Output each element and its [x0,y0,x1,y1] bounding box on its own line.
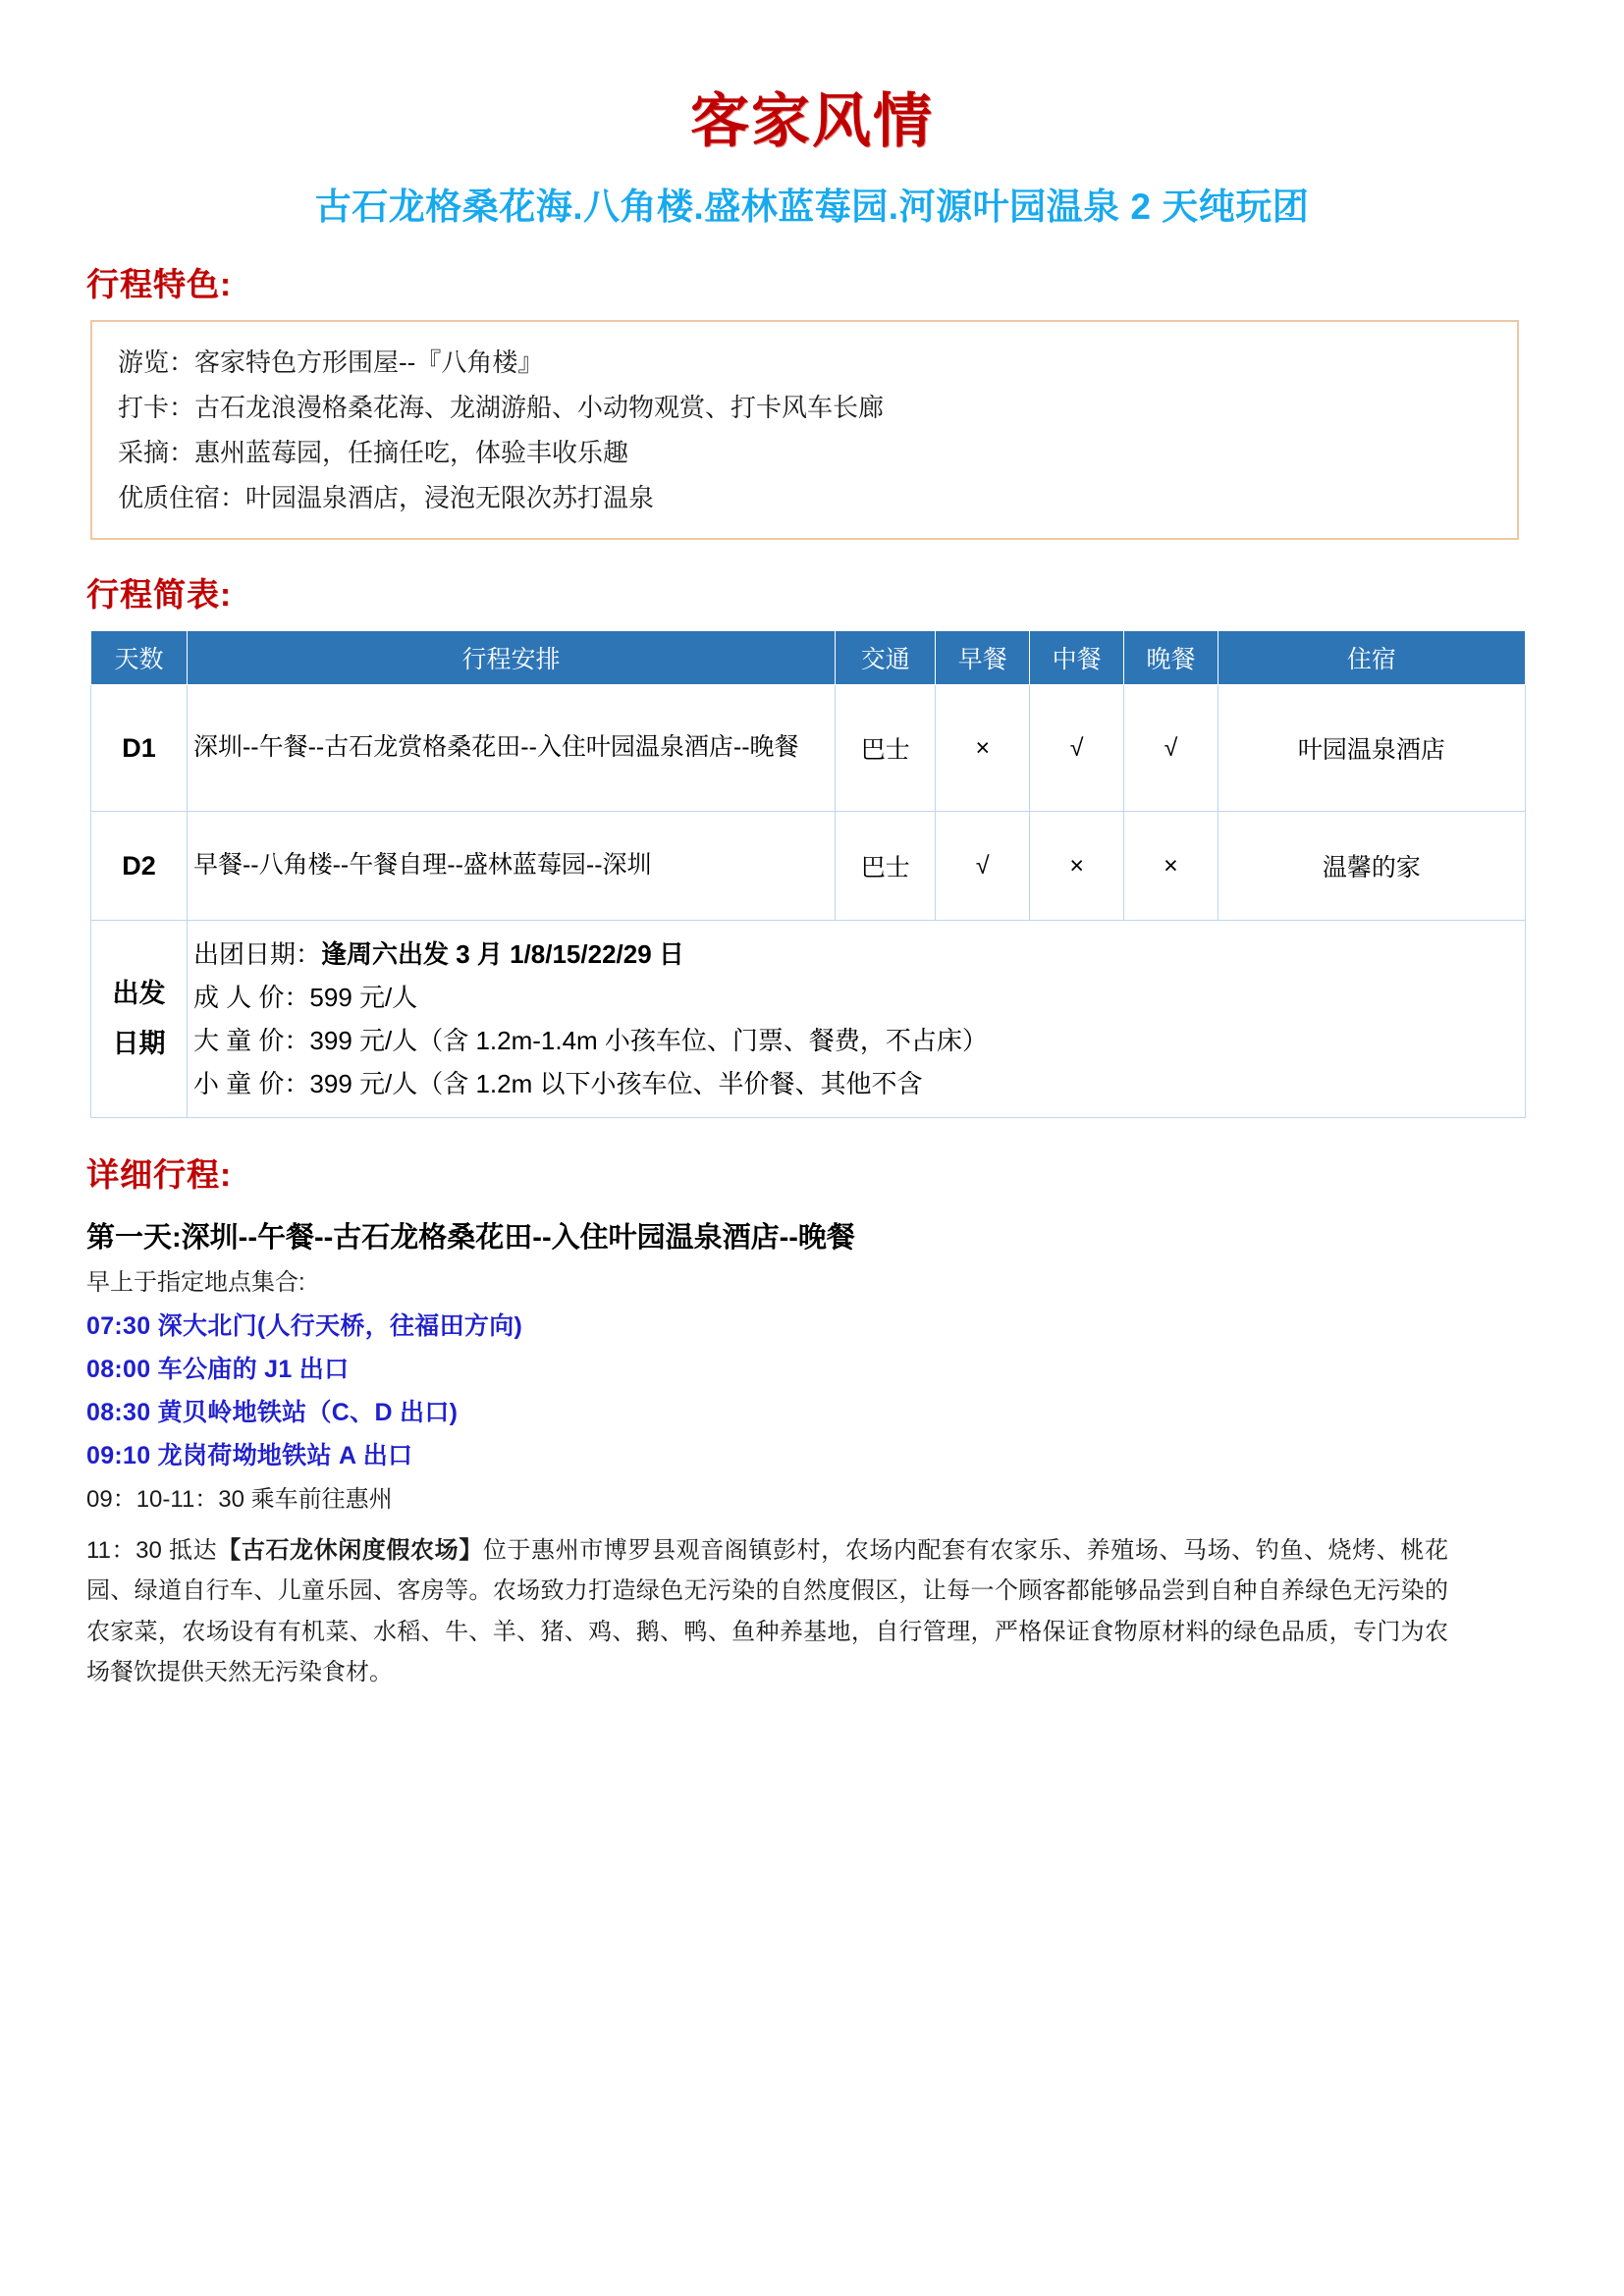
cell-dinner: × [1124,812,1218,921]
departure-row [91,921,1526,1118]
gather-note: 早上于指定地点集合: [86,1269,305,1297]
cell-lunch: √ [1030,685,1124,812]
departure-label [91,921,188,1118]
page-subtitle: 古石龙格桑花海.八角楼.盛林蓝莓园.河源叶园温泉 2 天纯玩团 [314,187,1310,227]
cell-lunch: × [1030,812,1124,921]
features-box [90,320,1519,540]
departure-label-line1: 出发 [112,978,166,1008]
column-header-day: 天数 [91,631,188,685]
column-header-lunch: 中餐 [1030,631,1124,685]
pickup-point-3: 08:30 黄贝岭地铁站（C、D 出口) [86,1399,459,1427]
column-header-plan: 行程安排 [187,631,835,685]
column-header-transport: 交通 [836,631,936,685]
adult-price-line: 成 人 价：599 元/人 [192,983,418,1013]
cell-day: D2 [91,812,188,921]
cell-plan: 早餐--八角楼--午餐自理--盛林蓝莓园--深圳 [187,812,835,921]
pickup-point-4: 09:10 龙岗荷坳地铁站 A 出口 [86,1442,413,1470]
feature-line-checkin: 打卡：古石龙浪漫格桑花海、龙湖游船、小动物观赏、打卡风车长廊 [118,392,885,422]
big-child-price-line: 大 童 价：399 元/人（含 1.2m-1.4m 小孩车位、门票、餐费，不占床） [192,1026,988,1056]
arrival-prefix: 11：30 抵达 [86,1537,218,1565]
itinerary-summary-table [90,630,1526,1118]
features-heading: 行程特色: [86,265,232,302]
column-header-dinner: 晚餐 [1124,631,1218,685]
departure-date-value: 逢周六出发 3 月 1/8/15/22/29 日 [320,939,684,970]
detail-heading: 详细行程: [86,1156,232,1194]
departure-label-line2: 日期 [112,1029,166,1059]
column-header-hotel: 住宿 [1218,631,1525,685]
cell-transport: 巴士 [836,685,936,812]
table-row [91,685,1526,812]
table-row [91,812,1526,921]
column-header-breakfast: 早餐 [936,631,1030,685]
departure-date-line [193,933,1519,976]
small-child-price-line: 小 童 价：399 元/人（含 1.2m 以下小孩车位、半价餐、其他不含 [192,1069,923,1099]
departure-date-label: 出团日期： [192,939,321,970]
cell-breakfast: √ [936,812,1030,921]
cell-plan: 深圳--午餐--古石龙赏格桑花田--入住叶园温泉酒店--晚餐 [187,685,835,812]
page-title: 客家风情 [690,88,934,154]
departure-details [187,921,1525,1118]
day1-title: 第一天:深圳--午餐--古石龙格桑花田--入住叶园温泉酒店--晚餐 [86,1221,855,1254]
summary-heading: 行程简表: [86,575,232,613]
pickup-point-2: 08:00 车公庙的 J1 出口 [86,1356,350,1384]
cell-transport: 巴士 [836,812,936,921]
feature-line-tour: 游览：客家特色方形围屋--『八角楼』 [118,347,544,377]
cell-dinner: √ [1124,685,1218,812]
cell-hotel: 温馨的家 [1218,812,1525,921]
table-header-row [91,631,1526,685]
cell-breakfast: × [936,685,1030,812]
pickup-point-1: 07:30 深大北门(人行天桥，往福田方向) [86,1312,523,1341]
transfer-line: 09：10-11：30 乘车前往惠州 [86,1486,393,1514]
cell-day: D1 [91,685,188,812]
feature-line-accommodation: 优质住宿：叶园温泉酒店，浸泡无限次苏打温泉 [118,482,655,512]
cell-hotel: 叶园温泉酒店 [1218,685,1525,812]
arrival-body: 位于惠州市博罗县观音阁镇彭村，农场内配套有农家乐、养殖场、马场、钓鱼、烧烤、桃花园、绿道自行车、儿童乐园、客房等。农场致力打造绿色无污染的自然度假区，让每一个顾客都能够品尝到自种自养绿色无污染的农家菜，农场设有有机菜、水稻、牛、羊、猪、鸡、鹅、鸭、鱼种养基地，自行管理，严格保证食物原材料的绿色品质，专门为农场餐饮提供天然无污染食材。 [86,1537,1449,1685]
arrival-farm-name: 【古石龙休闲度假农场】 [217,1537,483,1565]
feature-line-picking: 采摘：惠州蓝莓园，任摘任吃，体验丰收乐趣 [118,437,629,467]
arrival-paragraph [0,1515,1448,1692]
